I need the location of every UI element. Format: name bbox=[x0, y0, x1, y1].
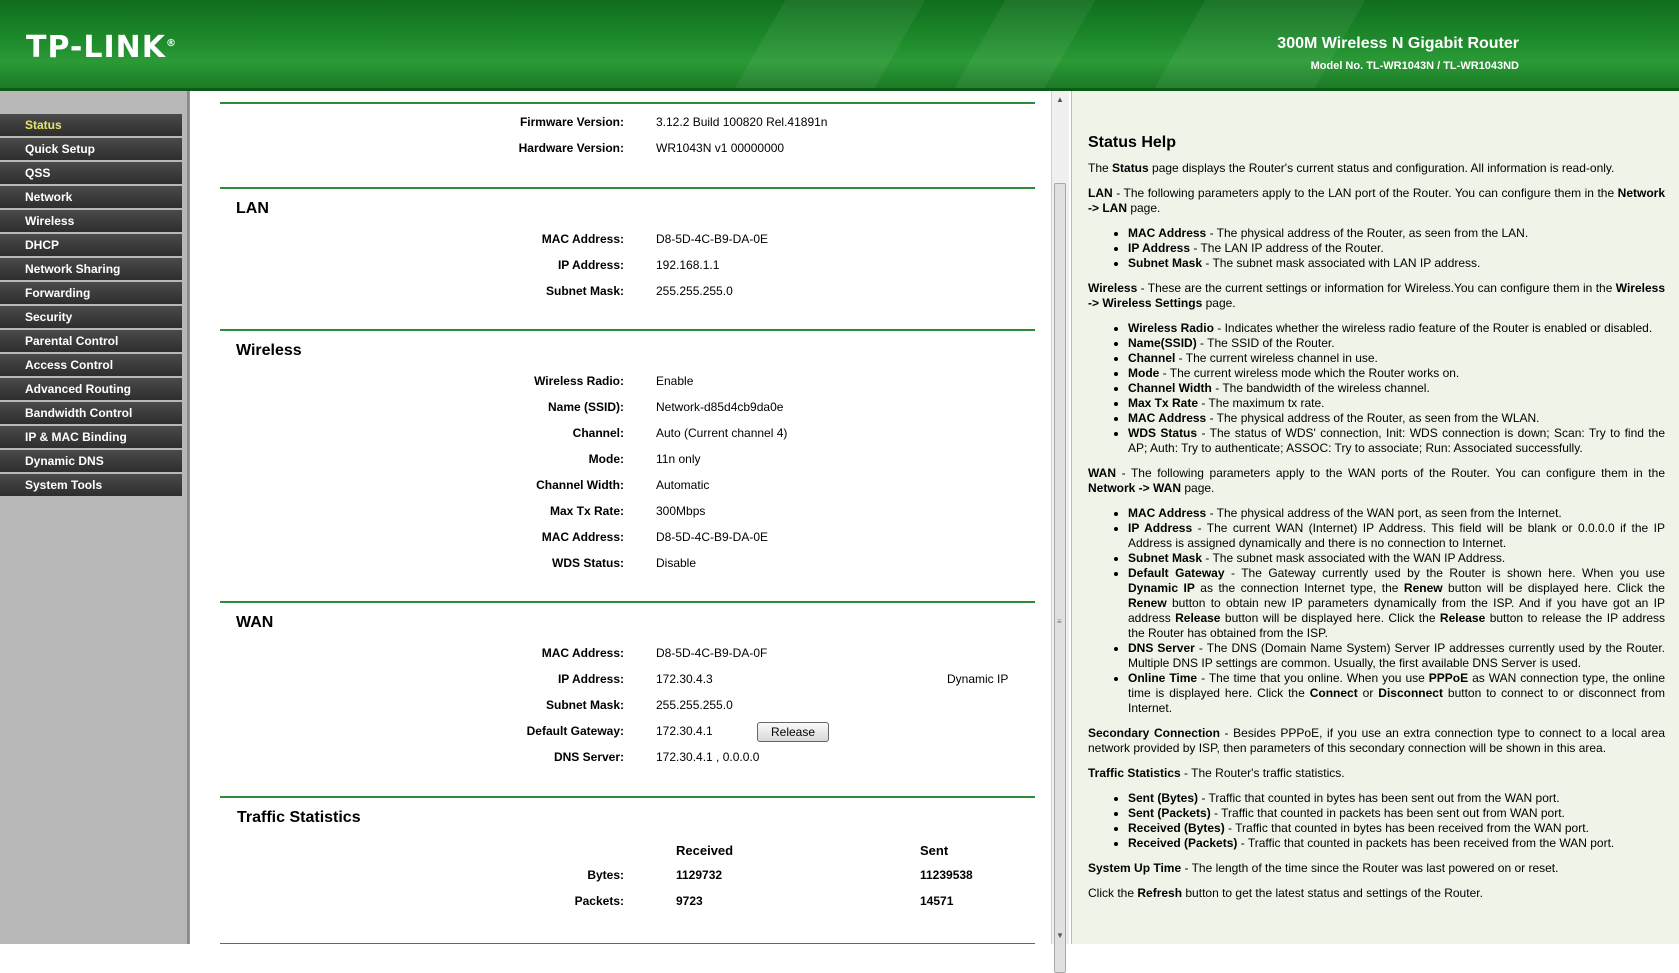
help-lan-list bbox=[1088, 226, 1665, 271]
status-panel bbox=[189, 91, 1052, 944]
help-title: Status Help bbox=[1088, 134, 1177, 151]
sidebar-item-access-control[interactable]: Access Control bbox=[0, 354, 182, 376]
wan-ip-label: IP Address: bbox=[557, 672, 624, 686]
wan-connection-type: Dynamic IP bbox=[947, 672, 1009, 686]
list-item: • DNS Server - The DNS (Domain Name System) Server IP addresses currently used by the Router. Multiple DNS IP settings are common. Usually, the first available DNS Server is used. bbox=[1128, 641, 1665, 671]
wireless-section-title: Wireless bbox=[236, 342, 302, 359]
lan-ip-label: IP Address: bbox=[557, 258, 624, 272]
sidebar-item-advanced-routing[interactable]: Advanced Routing bbox=[0, 378, 182, 400]
sidebar-item-dhcp[interactable]: DHCP bbox=[0, 234, 182, 256]
lan-mask-label: Subnet Mask: bbox=[545, 284, 624, 298]
bytes-sent-value: 11239538 bbox=[920, 868, 973, 882]
max-tx-label: Max Tx Rate: bbox=[549, 504, 624, 518]
hardware-value: WR1043N v1 00000000 bbox=[656, 141, 785, 155]
lan-ip-value: 192.168.1.1 bbox=[656, 258, 720, 272]
scroll-up-arrow-icon[interactable]: ▲ bbox=[1056, 95, 1064, 104]
wan-mask-value: 255.255.255.0 bbox=[656, 698, 733, 712]
lan-mac-value: D8-5D-4C-B9-DA-0E bbox=[656, 232, 769, 246]
list-item: • Channel - The current wireless channel in use. bbox=[1128, 351, 1665, 366]
sidebar-item-network-sharing[interactable]: Network Sharing bbox=[0, 258, 182, 280]
channel-width-value: Automatic bbox=[656, 478, 710, 492]
help-uptime-paragraph: System Up Time - The length of the time since the Router was last powered on or reset. bbox=[1088, 861, 1559, 875]
sidebar-item-status[interactable]: Status bbox=[0, 114, 182, 136]
channel-width-label: Channel Width: bbox=[536, 478, 624, 492]
wan-mask-label: Subnet Mask: bbox=[545, 698, 624, 712]
model-number: Model No. TL-WR1043N / TL-WR1043ND bbox=[1310, 60, 1519, 72]
bytes-label: Bytes: bbox=[587, 868, 624, 882]
sidebar-item-wireless[interactable]: Wireless bbox=[0, 210, 182, 232]
wan-mac-value: D8-5D-4C-B9-DA-0F bbox=[656, 646, 768, 660]
list-item: • Sent (Bytes) - Traffic that counted in bytes has been sent out from the WAN port. bbox=[1128, 791, 1665, 806]
dns-server-value: 172.30.4.1 , 0.0.0.0 bbox=[656, 750, 760, 764]
section-divider bbox=[220, 187, 1035, 189]
lan-mac-label: MAC Address: bbox=[541, 232, 624, 246]
gateway-value: 172.30.4.1 bbox=[656, 724, 713, 738]
sidebar-menu bbox=[0, 114, 182, 498]
help-wan-list bbox=[1088, 506, 1665, 716]
received-column-header: Received bbox=[676, 843, 734, 858]
list-item: • IP Address - The LAN IP address of the Router. bbox=[1128, 241, 1665, 256]
help-traffic-list bbox=[1088, 791, 1665, 851]
wireless-radio-value: Enable bbox=[656, 374, 694, 388]
ssid-label: Name (SSID): bbox=[547, 400, 624, 414]
list-item: • Received (Packets) - Traffic that counted in packets has been received from the WAN port. bbox=[1128, 836, 1665, 851]
section-divider bbox=[220, 601, 1035, 603]
list-item: • Name(SSID) - The SSID of the Router. bbox=[1128, 336, 1665, 351]
help-wan-paragraph: WAN - The following parameters apply to the WAN ports of the Router. You can configure them in the Network -> WAN page. bbox=[1088, 466, 1665, 495]
ssid-value: Network-d85d4cb9da0e bbox=[656, 400, 784, 414]
help-refresh-paragraph: Click the Refresh button to get the latest status and settings of the Router. bbox=[1088, 886, 1483, 900]
list-item: • Subnet Mask - The subnet mask associated with the WAN IP Address. bbox=[1128, 551, 1665, 566]
tp-link-logo: TP-LINK® bbox=[26, 30, 178, 65]
packets-sent-value: 14571 bbox=[920, 894, 954, 908]
bytes-received-value: 1129732 bbox=[676, 868, 723, 882]
wireless-radio-label: Wireless Radio: bbox=[534, 374, 624, 388]
firmware-value: 3.12.2 Build 100820 Rel.41891n bbox=[656, 115, 828, 129]
header-banner bbox=[0, 0, 1679, 91]
help-wireless-paragraph: Wireless - These are the current settings or information for Wireless.You can configure them in the Wireless -> Wireless Settings page. bbox=[1088, 281, 1665, 310]
section-divider bbox=[220, 796, 1035, 798]
list-item: • Wireless Radio - Indicates whether the wireless radio feature of the Router is enabled or disabled. bbox=[1128, 321, 1665, 336]
grip-icon: ≡ bbox=[1057, 617, 1062, 626]
wireless-mac-value: D8-5D-4C-B9-DA-0E bbox=[656, 530, 769, 544]
packets-received-value: 9723 bbox=[676, 894, 703, 908]
list-item: • WDS Status - The status of WDS' connection, Init: WDS connection is down; Scan: Try to find the AP; Auth: Try to authenticate; ASSOC: Try to associate; Run: Associated successfully. bbox=[1128, 426, 1665, 456]
firmware-label: Firmware Version: bbox=[519, 115, 624, 129]
help-intro: The Status page displays the Router's current status and configuration. All information is read-only. bbox=[1088, 161, 1615, 175]
sidebar-item-dynamic-dns[interactable]: Dynamic DNS bbox=[0, 450, 182, 472]
list-item: • Mode - The current wireless mode which the Router works on. bbox=[1128, 366, 1665, 381]
wds-status-label: WDS Status: bbox=[552, 556, 624, 570]
list-item: • Max Tx Rate - The maximum tx rate. bbox=[1128, 396, 1665, 411]
help-wireless-list bbox=[1088, 321, 1665, 456]
traffic-section-title: Traffic Statistics bbox=[237, 809, 361, 826]
help-lan-paragraph: LAN - The following parameters apply to the LAN port of the Router. You can configure them in the Network -> LAN page. bbox=[1088, 186, 1665, 215]
wan-section-title: WAN bbox=[236, 614, 274, 631]
list-item: • IP Address - The current WAN (Internet) IP Address. This field will be blank or 0.0.0.0 if the IP Address is assigned dynamically and there is no connection to Internet. bbox=[1128, 521, 1665, 551]
sidebar-item-forwarding[interactable]: Forwarding bbox=[0, 282, 182, 304]
sidebar-item-system-tools[interactable]: System Tools bbox=[0, 474, 182, 496]
sidebar-item-parental-control[interactable]: Parental Control bbox=[0, 330, 182, 352]
list-item: • MAC Address - The physical address of the Router, as seen from the WLAN. bbox=[1128, 411, 1665, 426]
sidebar-item-qss[interactable]: QSS bbox=[0, 162, 182, 184]
channel-label: Channel: bbox=[572, 426, 624, 440]
list-item: • Received (Bytes) - Traffic that counted in bytes has been received from the WAN port. bbox=[1128, 821, 1665, 836]
sidebar bbox=[0, 91, 189, 944]
section-divider bbox=[220, 102, 1035, 104]
header-stripe bbox=[735, 0, 926, 88]
list-item: • Channel Width - The bandwidth of the wireless channel. bbox=[1128, 381, 1665, 396]
help-panel bbox=[1071, 91, 1679, 944]
list-item: • MAC Address - The physical address of the WAN port, as seen from the Internet. bbox=[1128, 506, 1665, 521]
packets-label: Packets: bbox=[574, 894, 624, 908]
product-name: 300M Wireless N Gigabit Router bbox=[1277, 35, 1519, 52]
dns-server-label: DNS Server: bbox=[553, 750, 624, 764]
gateway-label: Default Gateway: bbox=[526, 724, 624, 738]
hardware-label: Hardware Version: bbox=[518, 141, 624, 155]
scroll-down-arrow-icon[interactable]: ▼ bbox=[1056, 931, 1064, 940]
list-item: • Subnet Mask - The subnet mask associated with LAN IP address. bbox=[1128, 256, 1665, 271]
help-traffic-paragraph: Traffic Statistics - The Router's traffic statistics. bbox=[1088, 766, 1345, 780]
main-scrollbar[interactable] bbox=[1051, 91, 1069, 944]
sidebar-item-security[interactable]: Security bbox=[0, 306, 182, 328]
header-stripe bbox=[955, 0, 1096, 88]
mode-label: Mode: bbox=[588, 452, 624, 466]
lan-section-title: LAN bbox=[236, 200, 269, 217]
section-divider bbox=[220, 329, 1035, 331]
list-item: • Sent (Packets) - Traffic that counted in packets has been sent out from WAN port. bbox=[1128, 806, 1665, 821]
sidebar-item-bandwidth-control[interactable]: Bandwidth Control bbox=[0, 402, 182, 424]
list-item: • Online Time - The time that you online. When you use PPPoE as WAN connection type, the online time is displayed here. Click the Connect or Disconnect button to connect to or disconnect from Internet. bbox=[1128, 671, 1665, 716]
release-button[interactable]: Release bbox=[757, 722, 829, 742]
wan-ip-value: 172.30.4.3 bbox=[656, 672, 713, 686]
list-item: • MAC Address - The physical address of the Router, as seen from the LAN. bbox=[1128, 226, 1665, 241]
wan-mac-label: MAC Address: bbox=[541, 646, 624, 660]
wds-status-value: Disable bbox=[656, 556, 697, 570]
sidebar-item-ip-mac-binding[interactable]: IP & MAC Binding bbox=[0, 426, 182, 448]
list-item: • Default Gateway - The Gateway currently used by the Router is shown here. When you use Dynamic IP as the connection Internet type, the Renew button will be displayed here. Click the Renew button to obtain new IP parameters dynamically from the ISP. And if you have got an IP address Release button will be displayed here. Click the Release button to release the IP address the Router has obtained from the ISP. bbox=[1128, 566, 1665, 641]
max-tx-value: 300Mbps bbox=[656, 504, 706, 518]
scrollbar-thumb[interactable] bbox=[1054, 183, 1066, 973]
mode-value: 11n only bbox=[656, 452, 701, 466]
sent-column-header: Sent bbox=[920, 843, 949, 858]
sidebar-item-quick-setup[interactable]: Quick Setup bbox=[0, 138, 182, 160]
wireless-mac-label: MAC Address: bbox=[541, 530, 624, 544]
sidebar-item-network[interactable]: Network bbox=[0, 186, 182, 208]
lan-mask-value: 255.255.255.0 bbox=[656, 284, 733, 298]
channel-value: Auto (Current channel 4) bbox=[656, 426, 788, 440]
help-secondary-paragraph: Secondary Connection - Besides PPPoE, if you use an extra connection type to connect to a local area network provided by ISP, then parameters of this secondary connection will be shown in this area. bbox=[1088, 726, 1666, 755]
